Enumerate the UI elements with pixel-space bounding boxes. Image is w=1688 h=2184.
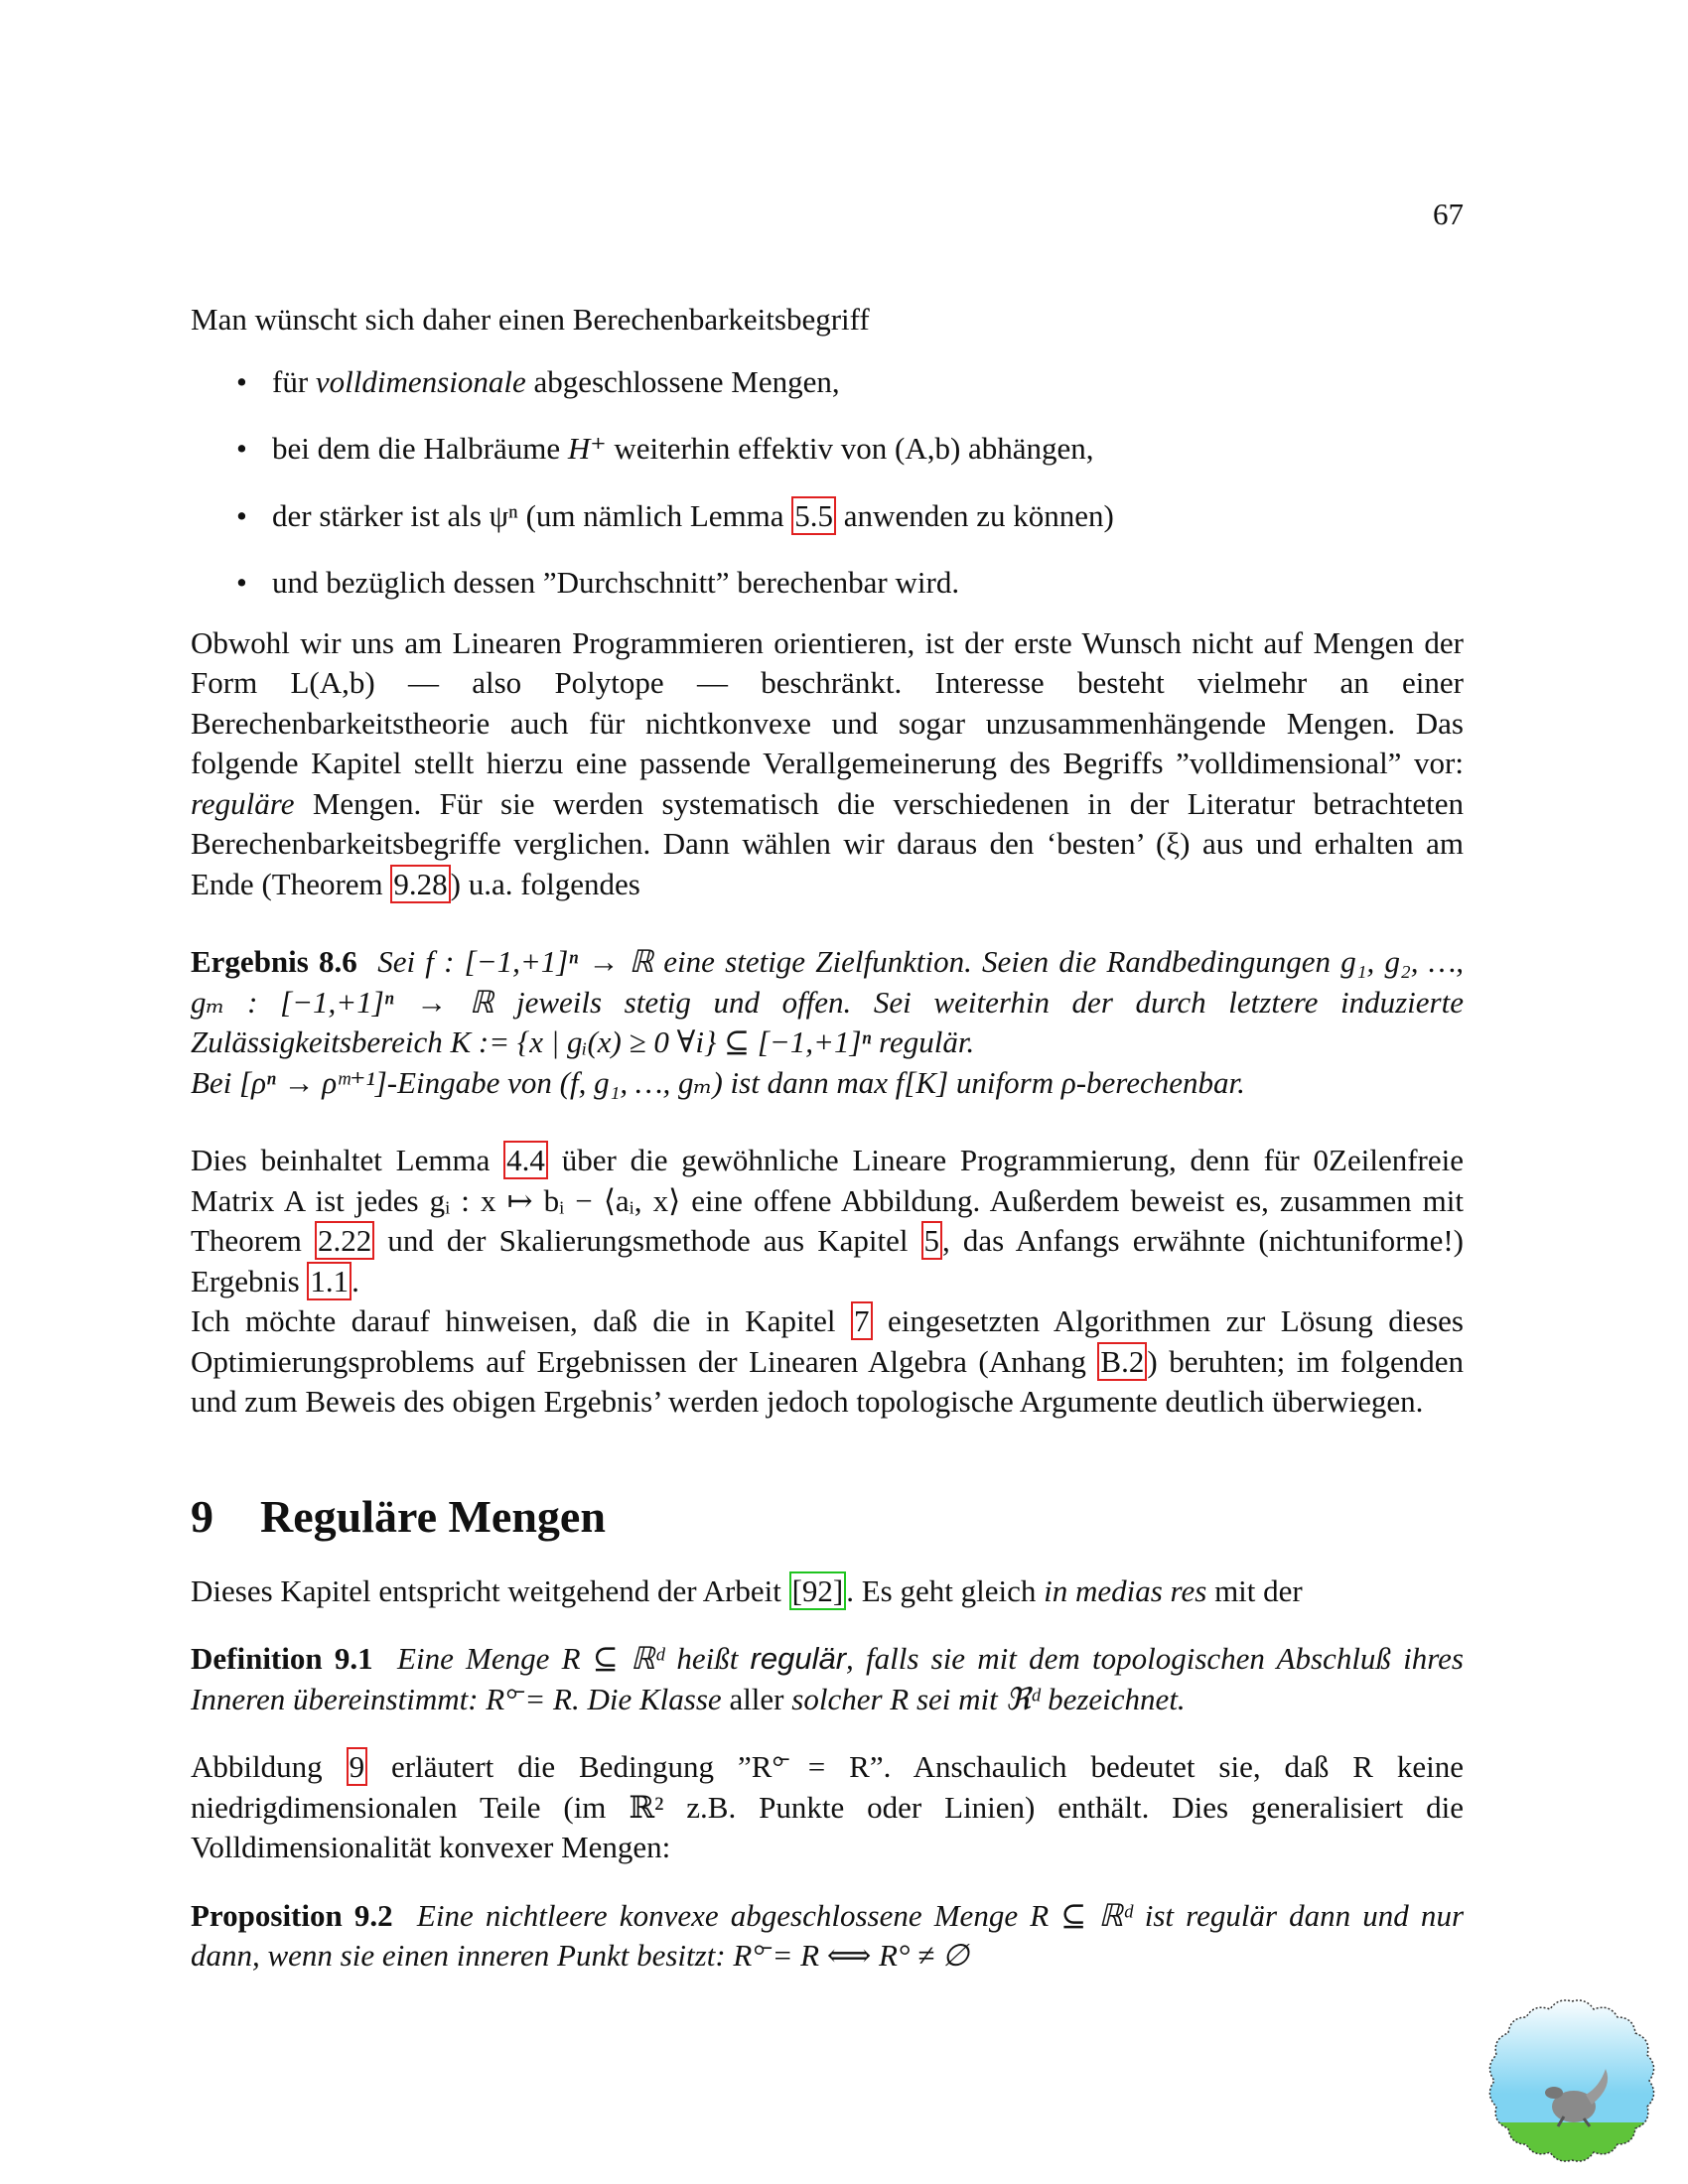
bullet-icon: • [236,565,247,600]
paragraph-figure: Abbildung 9 erläutert die Bedingung ”R°̄ = R”. Anschaulich bedeutet sie, daß R keine niedrigdimensionalen Teile (im ℝ² z.B. Punkte oder Linien) enthält. Dies generalisiert die Volldimensionalität konvexer Mengen: [191,1749,1464,1864]
chapter-link[interactable]: 7 [851,1301,873,1340]
mascot-badge-icon [1482,1995,1661,2174]
paragraph-intro-chapter: Dieses Kapitel entspricht weitgehend der Arbeit [92]. Es geht gleich in medias res mit der [191,1572,1303,1608]
theorem-link[interactable]: 9.28 [390,865,450,903]
proposition-9-2: Proposition 9.2 Eine nichtleere konvexe abgeschlossene Menge R ⊆ ℝᵈ ist regulär dann und nur dann, wenn sie einen inneren Punkt besitzt: R°̄ = R ⟺ R° ≠ ∅ [191,1897,1465,1973]
requirement-list [191,362,1464,604]
section-heading [191,1492,1464,1542]
section-title: Reguläre Mengen [260,1490,606,1542]
paragraph-remark: Ich möchte darauf hinweisen, daß die in Kapitel 7 eingesetzten Algorithmen zur Lösung dieses Optimierungsproblems auf Ergebnissen der Linearen Algebra (Anhang B.2) beruhten; im folgenden und zum Beweis des obigen Ergebnis’ werden jedoch topologische Argumente deutlich überwiegen. [191,1303,1465,1419]
list-item: • bei dem die Halbräume H⁺ weiterhin effektiv von (A,b) abhängen, [191,429,1464,470]
chapter-link[interactable]: 5 [921,1221,943,1260]
definition-9-1: Definition 9.1 Eine Menge R ⊆ ℝᵈ heißt regulär, falls sie mit dem topologischen Abschluß ihres Inneren übereinstimmt: R°̄ = R. Die Klasse aller solcher R sei mit ℜᵈ bezeichnet. [191,1641,1464,1716]
theorem-link[interactable]: 2.22 [315,1221,374,1260]
intro-line: Man wünscht sich daher einen Berechenbarkeitsbegriff [191,302,870,337]
citation-link[interactable]: [92] [789,1571,847,1610]
lemma-link[interactable]: 4.4 [503,1141,548,1179]
appendix-link[interactable]: B.2 [1097,1342,1147,1381]
page-body [191,300,1464,1977]
list-item: • der stärker ist als ψⁿ (um nämlich Lemma 5.5 anwenden zu können) [191,496,1464,537]
result-8-6: Ergebnis 8.6 Sei f : [−1,+1]ⁿ → ℝ eine stetige Zielfunktion. Seien die Randbedingungen g₁, g₂, …, gₘ : [−1,+1]ⁿ → ℝ jeweils stetig und offen. Sei weiterhin der durch letztere induzierte Zulässigkeitsbereich K := {x | gᵢ(x) ≥ 0 ∀i} ⊆ [−1,+1]ⁿ regulär. Bei [ρⁿ → ρᵐ⁺¹]-Eingabe von (f, g₁, …, gₘ) ist dann max f[K] uniform ρ-berechenbar. [191,944,1465,1100]
list-item: • für volldimensionale abgeschlossene Mengen, [191,362,1464,403]
result-link[interactable]: 1.1 [307,1262,352,1300]
bullet-icon: • [236,363,247,399]
bullet-icon: • [236,431,247,466]
lemma-link[interactable]: 5.5 [791,496,836,535]
page-number: 67 [1433,197,1464,231]
paragraph-motivation: Obwohl wir uns am Linearen Programmieren orientieren, ist der erste Wunsch nicht auf Mengen der Form L(A,b) — also Polytope — beschränkt. Interesse besteht vielmehr an einer Berechenbarkeitstheorie auch für nichtkonvexe und sogar unzusammenhängende Mengen. Das folgende Kapitel stellt hierzu eine passende Verallgemeinerung des Begriffs ”volldimensional” vor: reguläre Mengen. Für sie werden systematisch die verschiedenen in der Literatur betrachteten Berechenbarkeitsbegriffe verglichen. Dann wählen wir daraus den ‘besten’ (ξ) aus und erhalten am Ende (Theorem 9.28) u.a. folgendes [191,624,1464,901]
paragraph-consequences: Dies beinhaltet Lemma 4.4 über die gewöhnliche Lineare Programmierung, denn für 0Zeilenfreie Matrix A ist jedes gᵢ : x ↦ bᵢ − ⟨aᵢ, x⟩ eine offene Abbildung. Außerdem beweist es, zusammen mit Theorem 2.22 und der Skalierungsmethode aus Kapitel 5, das Anfangs erwähnte (nichtuniforme!) Ergebnis 1.1. [191,1143,1464,1298]
proposition-label: Proposition 9.2 [191,1897,393,1933]
bullet-icon: • [236,497,247,533]
result-label: Ergebnis 8.6 [191,944,357,979]
defined-term: regulär [750,1641,847,1676]
figure-link[interactable]: 9 [347,1747,368,1786]
section-number: 9 [191,1490,213,1542]
list-item: • und bezüglich dessen ”Durchschnitt” berechenbar wird. [191,563,1464,604]
definition-label: Definition 9.1 [191,1641,373,1676]
